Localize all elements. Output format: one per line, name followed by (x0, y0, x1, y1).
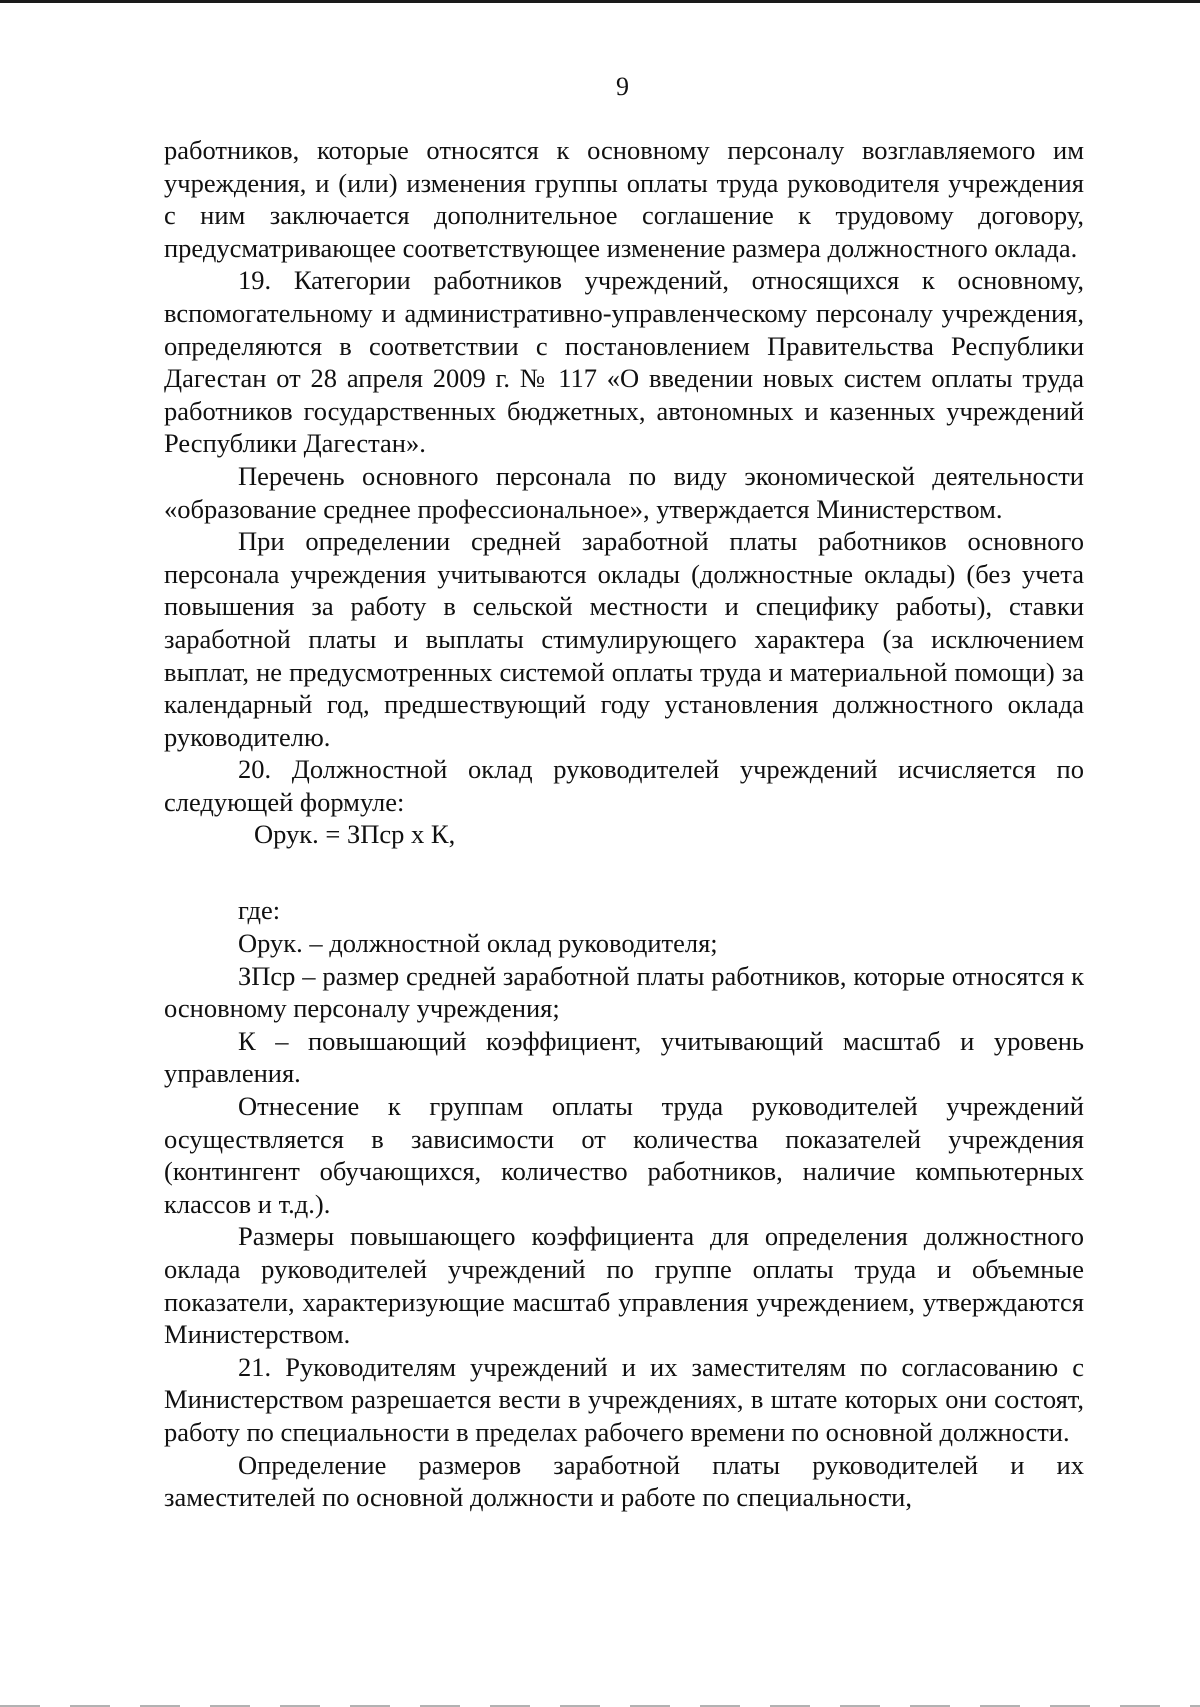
paragraph-continuation: работников, которые относятся к основному персоналу возглавляемого им учреждения, и (или) изменения группы оплаты труда руководителя учреждения с ним заключается дополнительное соглашение к трудовому договору, предусматривающее соответствующее изменение размера должностного оклада. (164, 135, 1084, 263)
definition-k: К – повышающий коэффициент, учитывающий масштаб и уровень управления. (164, 1025, 1084, 1089)
paragraph-coefficient: Размеры повышающего коэффициента для определения должностного оклада руководителей учреждений по группе оплаты труда и объемные показатели, характеризующие масштаб управления учреждением, утверждаются Министерством. (164, 1221, 1084, 1350)
paragraph-19: 19. Категории работников учреждений, относящихся к основному, вспомогательному и административно-управленческому персоналу учреждения, определяются в соответствии с постановлением Правительства Республики Дагестан от 28 апреля 2009 г. № 117 «О введении новых систем оплаты труда работников государственных бюджетных, автономных и казенных учреждений Республики Дагестан». (164, 265, 1084, 459)
paragraph-salary-determination: Определение размеров заработной платы руководителей и их заместителей по основной должности и работе по специальности, (164, 1449, 1084, 1513)
paragraph-pay-groups: Отнесение к группам оплаты труда руководителей учреждений осуществляется в зависимости от количества показателей учреждения (контингент обучающихся, количество работников, наличие компьютерных классов и т.д.). (164, 1091, 1084, 1219)
page-number: 9 (616, 72, 629, 101)
salary-formula: Орук. = ЗПср х К, (254, 819, 456, 850)
paragraph-21: 21. Руководителям учреждений и их заместителям по согласованию с Министерством разрешается вести в учреждениях, в штате которых они состоят, работу по специальности в пределах рабочего времени по основной должности. (164, 1351, 1084, 1447)
document-body (164, 134, 1084, 1514)
definition-zpsr: ЗПср – размер средней заработной платы работников, которые относятся к основному персоналу учреждения; (164, 960, 1084, 1024)
spacer (164, 850, 1084, 894)
definition-oruk: Орук. – должностной оклад руководителя; (238, 928, 718, 959)
paragraph-20: 20. Должностной оклад руководителей учреждений исчисляется по следующей формуле: (164, 754, 1084, 817)
paragraph-average-salary: При определении средней заработной платы работников основного персонала учреждения учитываются оклады (должностные оклады) (без учета повышения за работу в сельской местности и специфику работы), ставки заработной платы и выплаты стимулирующего характера (за исключением выплат, не предусмотренных системой оплаты труда и материальной помощи) за календарный год, предшествующий году установления должностного оклада руководителю. (164, 526, 1084, 752)
scan-top-edge (0, 0, 1200, 3)
definitions-intro: где: (238, 895, 281, 926)
paragraph-main-staff-list: Перечень основного персонала по виду экономической деятельности «образование среднее профессиональное», утверждается Министерством. (164, 460, 1084, 524)
